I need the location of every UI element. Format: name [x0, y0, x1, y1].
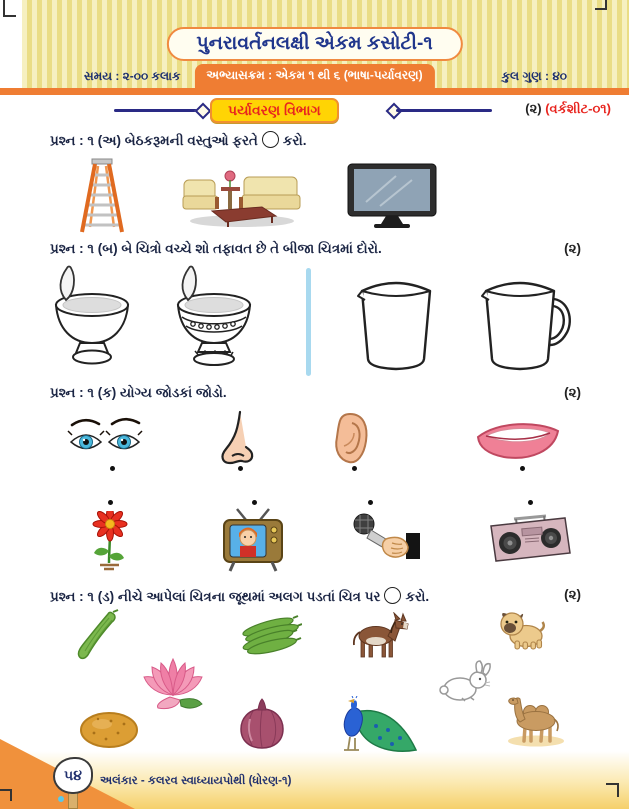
worksheet-label: (વર્કશીટ-૦૧)	[545, 101, 611, 116]
crop-mark	[0, 789, 12, 801]
match-dot	[252, 500, 257, 505]
question-1a-text: પ્રશ્ન : ૧ (અ) બેઠકરૂમની વસ્તુઓ ફરતે	[50, 133, 258, 148]
match-dot	[352, 466, 357, 471]
circle-glyph-icon	[384, 587, 401, 604]
ear-image	[330, 411, 370, 467]
circle-glyph-icon	[262, 131, 279, 148]
header-divider-bar	[0, 88, 629, 95]
spot-difference-divider	[306, 268, 311, 376]
television-image	[346, 162, 438, 230]
diya-plain-image	[46, 265, 138, 369]
mouth-image	[474, 417, 562, 463]
camel-image	[504, 691, 568, 747]
ladder-image	[76, 157, 128, 235]
question-1b	[50, 241, 382, 257]
flower-image	[86, 511, 134, 575]
section-line-left	[114, 109, 198, 112]
microphone-image	[348, 511, 422, 561]
question-1c-text: પ્રશ્ન : ૧ (ક) યોગ્ય જોડકાં જોડો.	[50, 385, 227, 400]
lotus-image	[140, 655, 206, 711]
question-1b-marks: (૨)	[564, 241, 581, 256]
crop-mark	[606, 783, 619, 797]
jug-handle-image	[476, 279, 574, 373]
section-diamond-left-icon	[195, 103, 212, 120]
match-dot	[368, 500, 373, 505]
donkey-image	[346, 612, 412, 662]
match-dot	[238, 466, 243, 471]
question-1c-marks: (૨)	[564, 385, 581, 400]
page-title: પુનરાવર્તનલક્ષી એકમ કસોટી-૧	[166, 27, 462, 61]
match-dot	[528, 500, 533, 505]
diya-decorated-image	[168, 265, 260, 369]
page-number: ૫૪	[53, 757, 93, 794]
sofa-set-image	[182, 167, 304, 229]
nose-image	[212, 409, 258, 467]
question-1d-marks: (૨)	[564, 587, 581, 602]
match-dot	[108, 500, 113, 505]
okra-image	[238, 613, 302, 657]
rabbit-image	[438, 659, 492, 703]
syllabus-box: અભ્યાસક્રમ : એકમ ૧ થી ૬ (ભાષા-પર્યાવરણ)	[194, 64, 434, 95]
bubble-stick	[68, 792, 78, 809]
ridge-gourd-image	[76, 609, 120, 665]
question-1d	[50, 587, 429, 605]
match-dot	[520, 466, 525, 471]
match-dot	[110, 466, 115, 471]
crop-mark	[595, 0, 607, 10]
pug-dog-image	[498, 609, 546, 651]
time-label: સમય : ૨-૦૦ કલાક	[84, 69, 181, 83]
question-1a-text-end: કરો.	[282, 133, 307, 148]
section-reference	[525, 101, 611, 117]
bubble-drop-icon	[58, 796, 64, 802]
potato-image	[78, 709, 140, 751]
question-1c	[50, 385, 227, 401]
radio-image	[486, 509, 574, 563]
question-1d-text-end: કરો.	[405, 589, 430, 604]
section-title: પર્યાવરણ વિભાગ	[210, 98, 339, 123]
question-1d-text: પ્રશ્ન : ૧ (ડ) નીચે આપેલાં ચિત્રના જૂથમાં અલગ પડતાં ચિત્ર પર	[50, 589, 381, 604]
cartoon-tv-image	[216, 507, 290, 573]
q1a-marks: (૨)	[525, 101, 542, 116]
crop-mark	[3, 0, 16, 17]
section-line-right	[396, 109, 492, 112]
question-1b-text: પ્રશ્ન : ૧ (બ) બે ચિત્રો વચ્ચે શો તફાવત છે તે બીજા ચિત્રમાં દોરો.	[50, 241, 382, 256]
total-marks-label: કુલ ગુણ : ૪૦	[501, 69, 567, 83]
eyes-image	[66, 413, 146, 463]
jug-plain-image	[352, 279, 440, 373]
peacock-image	[328, 696, 420, 760]
onion-image	[236, 697, 288, 751]
book-title: અલંકાર - કલરવ સ્વાધ્યાયપોથી (ધોરણ-૧)	[100, 775, 292, 787]
question-1a	[50, 131, 307, 149]
